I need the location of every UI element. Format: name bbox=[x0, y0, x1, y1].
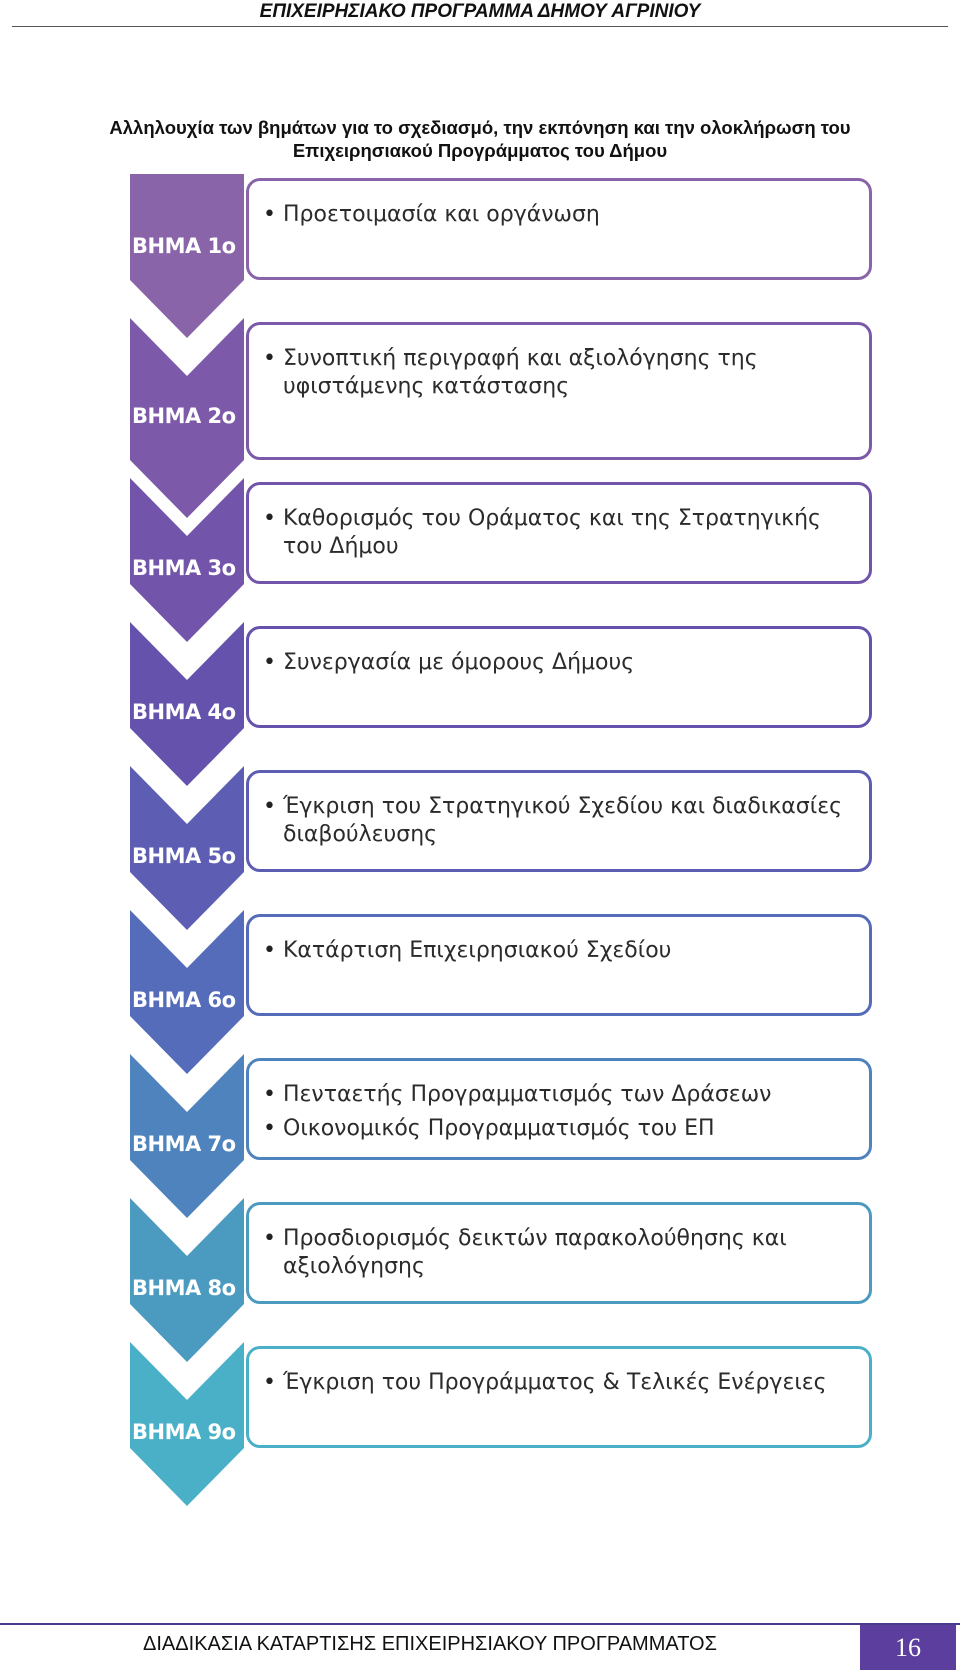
page-header: ΕΠΙΧΕΙΡΗΣΙΑΚΟ ΠΡΟΓΡΑΜΜΑ ΔΗΜΟΥ ΑΓΡΙΝΙΟΥ bbox=[12, 0, 948, 27]
step-items-9 bbox=[263, 1369, 849, 1397]
step-items-1 bbox=[263, 201, 849, 229]
step-box-7 bbox=[246, 1058, 872, 1160]
step-items-8 bbox=[263, 1225, 849, 1281]
step-label-8: ΒΗΜΑ 8ο bbox=[132, 1276, 236, 1300]
step-label-7: ΒΗΜΑ 7ο bbox=[132, 1132, 236, 1156]
step-label-3: ΒΗΜΑ 3ο bbox=[132, 556, 236, 580]
step-items-2 bbox=[263, 345, 849, 401]
step-item: • Οικονομικός Προγραμματισμός του ΕΠ bbox=[263, 1115, 849, 1143]
step-item: • Έγκριση του Προγράμματος & Τελικές Ενέργειες bbox=[263, 1369, 849, 1397]
step-item: • Συνοπτική περιγραφή και αξιολόγησης της υφιστάμενης κατάστασης bbox=[263, 345, 849, 401]
footer-divider bbox=[0, 1623, 960, 1625]
step-items-4 bbox=[263, 649, 849, 677]
step-items-5 bbox=[263, 793, 849, 849]
page-number: 16 bbox=[860, 1625, 956, 1670]
step-item: • Κατάρτιση Επιχειρησιακού Σχεδίου bbox=[263, 937, 849, 965]
step-label-2: ΒΗΜΑ 2ο bbox=[132, 404, 236, 428]
diagram-title-line-2: Επιχειρησιακού Προγράμματος του Δήμου bbox=[292, 140, 668, 161]
step-label-4: ΒΗΜΑ 4ο bbox=[132, 700, 236, 724]
step-items-3 bbox=[263, 505, 849, 561]
step-label-5: ΒΗΜΑ 5ο bbox=[132, 844, 236, 868]
step-box-4 bbox=[246, 626, 872, 728]
step-item: • Προσδιορισμός δεικτών παρακολούθησης και αξιολόγησης bbox=[263, 1225, 849, 1281]
step-box-6 bbox=[246, 914, 872, 1016]
step-label-1: ΒΗΜΑ 1ο bbox=[132, 234, 236, 258]
step-box-3 bbox=[246, 482, 872, 584]
step-label-9: ΒΗΜΑ 9ο bbox=[132, 1420, 236, 1444]
step-item: • Πενταετής Προγραμματισμός των Δράσεων bbox=[263, 1081, 849, 1109]
page-footer: ΔΙΑΔΙΚΑΣΙΑ ΚΑΤΑΡΤΙΣΗΣ ΕΠΙΧΕΙΡΗΣΙΑΚΟΥ ΠΡΟΓΡΑΜΜΑΤΟΣ bbox=[143, 1633, 717, 1655]
step-box-8 bbox=[246, 1202, 872, 1304]
step-box-2 bbox=[246, 322, 872, 460]
diagram-title-line-1: Αλληλουχία των βημάτων για το σχεδιασμό, την εκπόνηση και την ολοκλήρωση του bbox=[109, 117, 851, 138]
step-box-5 bbox=[246, 770, 872, 872]
step-item: • Συνεργασία με όμορους Δήμους bbox=[263, 649, 849, 677]
step-items-6 bbox=[263, 937, 849, 965]
step-item: • Προετοιμασία και οργάνωση bbox=[263, 201, 849, 229]
step-box-1 bbox=[246, 178, 872, 280]
step-box-9 bbox=[246, 1346, 872, 1448]
step-items-7 bbox=[263, 1081, 849, 1143]
step-item: • Καθορισμός του Οράματος και της Στρατηγικής του Δήμου bbox=[263, 505, 849, 561]
step-item: • Έγκριση του Στρατηγικού Σχεδίου και διαδικασίες διαβούλευσης bbox=[263, 793, 849, 849]
step-label-6: ΒΗΜΑ 6ο bbox=[132, 988, 236, 1012]
